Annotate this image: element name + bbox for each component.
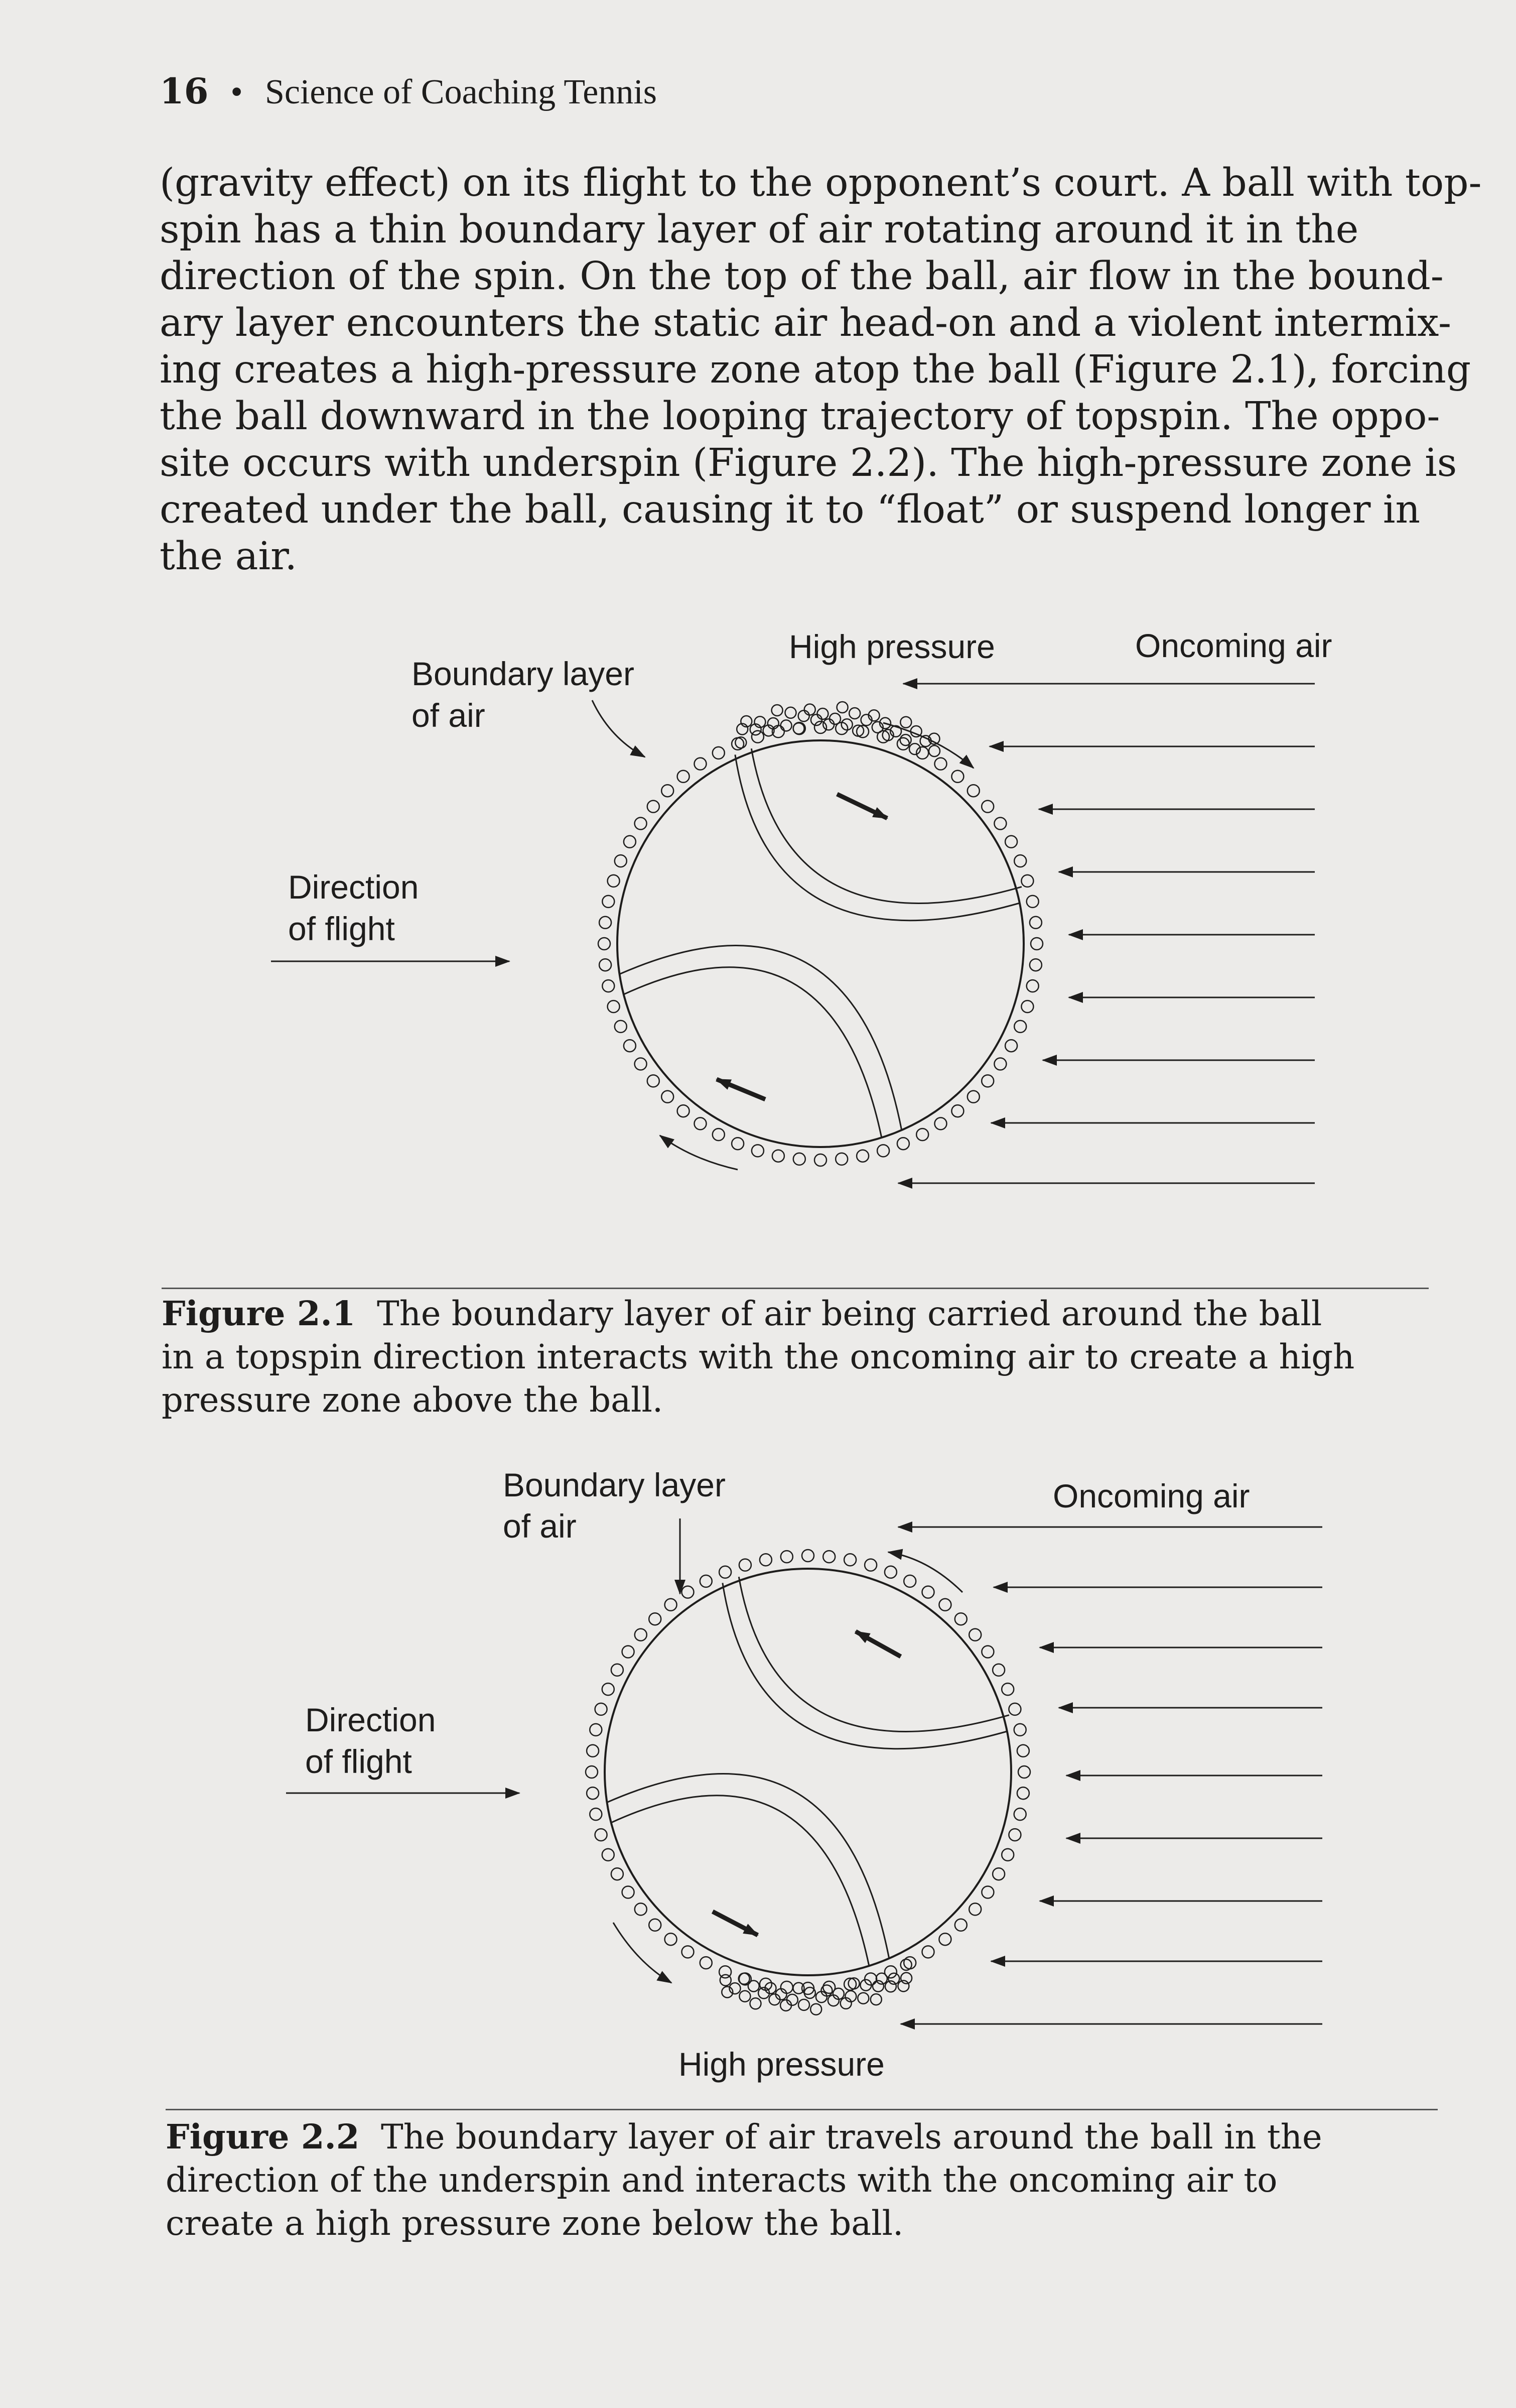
air-bubble [739,1559,751,1571]
air-bubble [897,1137,909,1150]
paragraph-line: the air. [160,534,297,579]
air-bubble [844,1554,856,1566]
air-bubble [939,1599,951,1611]
air-bubble [904,1957,916,1969]
air-bubble [602,896,614,908]
air-bubble [982,1646,994,1658]
air-bubble [635,1903,647,1915]
air-bubble [677,771,690,783]
air-bubble [955,1613,967,1625]
air-bubble [793,723,804,734]
air-bubble [720,1975,731,1986]
ball-seams [619,748,1022,1137]
air-bubble [885,1566,897,1578]
air-bubble [1002,1683,1014,1695]
fig1-direction-label-2: of flight [288,910,395,947]
air-bubble [739,1973,750,1984]
fig2-oncoming-air-label: Oncoming air [1053,1477,1250,1514]
air-bubble [865,1559,877,1571]
air-bubble [700,1957,712,1969]
air-bubble [661,785,673,797]
air-bubble [1021,1000,1033,1012]
air-bubble [752,1145,764,1157]
air-bubble [772,1150,784,1162]
oncoming-air-arrows [898,1527,1322,2024]
air-bubble [622,1886,634,1898]
air-bubble [982,1886,994,1898]
air-bubble [939,1933,951,1945]
seam-line [735,754,1020,920]
air-bubble [635,1058,647,1070]
spin-arrow [717,1079,765,1099]
air-bubble [1014,1808,1026,1820]
air-bubble [798,710,809,721]
air-bubble [968,1091,980,1103]
air-bubble [904,1575,916,1587]
book-title: Science of Coaching Tennis [264,73,657,111]
air-bubble [1005,836,1017,848]
air-bubble [1030,917,1042,929]
fig1-high-pressure-label: High pressure [789,628,995,665]
air-bubble [994,818,1006,830]
page-number: 16 [160,70,209,112]
figure-1-rule [162,1288,1429,1289]
flow-arrow [660,1135,738,1170]
air-bubble [969,1629,981,1641]
ball-outline [617,740,1024,1147]
air-bubble [1031,938,1043,950]
air-bubble [823,1551,835,1563]
air-bubble [635,818,647,830]
air-bubble [595,1829,607,1841]
air-bubble [1030,959,1042,971]
paragraph-line: created under the ball, causing it to “float” or suspend longer in [160,487,1421,532]
air-bubble [1027,980,1039,992]
seam-line [739,1577,1009,1731]
air-bubble [649,1613,661,1625]
boundary-layer-air [598,721,1043,1166]
air-bubble [935,758,947,770]
air-bubble [830,713,841,724]
air-bubble [760,1554,772,1566]
air-bubble [700,1575,712,1587]
air-bubble [781,720,792,731]
air-bubble [695,1117,707,1129]
air-bubble [955,1919,967,1931]
air-bubble [719,1566,731,1578]
air-bubble [615,855,627,867]
caption-line: in a topspin direction interacts with the oncoming air to create a high [162,1337,1355,1376]
figure-2-2-diagram [286,1518,1322,2024]
air-bubble [713,1128,725,1140]
air-bubble [1009,1829,1021,1841]
air-bubble [1014,1724,1026,1736]
air-bubble [622,1646,634,1658]
air-bubble [748,1981,759,1992]
air-bubble [1014,855,1026,867]
air-bubble [900,717,911,728]
air-bubble [1027,896,1039,908]
paragraph-line: ing creates a high-pressure zone atop the ball (Figure 2.1), forcing [160,347,1471,392]
caption-line: pressure zone above the ball. [162,1380,663,1420]
air-bubble [817,708,828,719]
caption-line: direction of the underspin and interacts with the oncoming air to [166,2161,1278,2200]
ball-outline [605,1569,1011,1975]
air-bubble [661,1091,673,1103]
air-bubble [739,1991,750,2002]
air-bubble [615,1021,627,1033]
air-bubble [993,1664,1005,1676]
air-bubble [599,917,611,929]
air-bubble [586,1766,598,1778]
fig1-oncoming-air-label: Oncoming air [1135,627,1332,664]
header-separator: • [230,73,243,111]
air-bubble [1014,1021,1026,1033]
air-bubble [611,1868,623,1880]
fig2-high-pressure-label: High pressure [678,2046,885,2083]
high-pressure-cluster [720,1959,912,2015]
air-bubble [624,836,636,848]
air-bubble [590,1808,602,1820]
air-bubble [982,1075,994,1087]
air-bubble [785,707,796,718]
air-bubble [682,1946,694,1958]
paragraph-line: site occurs with underspin (Figure 2.2). The high-pressure zone is [160,441,1457,485]
air-bubble [1018,1766,1030,1778]
fig2-direction-label-2: of flight [305,1743,412,1780]
boundary-pointer [592,700,645,757]
air-bubble [750,1998,761,2009]
caption-label: Figure 2.1 [162,1294,356,1333]
figure-2-rule [166,2109,1438,2110]
air-bubble [968,785,980,797]
air-bubble [649,1919,661,1931]
air-bubble [732,1137,744,1150]
air-bubble [781,1551,793,1563]
air-bubble [804,704,815,715]
air-bubble [823,719,834,730]
air-bubble [598,938,610,950]
fig2-boundary-label: Boundary layer [503,1466,726,1503]
air-bubble [713,747,725,759]
air-bubble [695,758,707,770]
paragraph-line: (gravity effect) on its flight to the opponent’s court. A ball with top- [160,161,1482,205]
air-bubble [814,1154,826,1166]
air-bubble [858,1993,869,2004]
air-bubble [951,771,963,783]
air-bubble [635,1629,647,1641]
air-bubble [1017,1745,1029,1757]
figure-2-caption [166,2115,1435,2245]
air-bubble [836,1153,848,1165]
air-bubble [599,959,611,971]
air-bubble [608,875,620,887]
caption-label: Figure 2.2 [166,2117,360,2157]
air-bubble [951,1105,963,1117]
air-bubble [587,1787,599,1799]
air-bubble [1002,1849,1014,1861]
fig1-direction-label: Direction [288,868,419,906]
seam-line [619,946,902,1131]
air-bubble [802,1550,814,1562]
spin-arrow [837,794,887,818]
air-bubble [922,1946,934,1958]
air-bubble [982,801,994,813]
figure-2-1-diagram [271,684,1315,1183]
air-bubble [798,1999,809,2010]
air-bubble [916,1128,928,1140]
paragraph-line: direction of the spin. On the top of the ball, air flow in the bound- [160,254,1444,299]
air-bubble [837,702,848,713]
air-bubble [994,1058,1006,1070]
air-bubble [969,1903,981,1915]
air-bubble [793,1153,805,1165]
seam-line [751,748,1022,903]
caption-line: Figure 2.2 The boundary layer of air travels around the ball in the [166,2117,1322,2157]
air-bubble [752,731,764,743]
air-bubble [1017,1787,1029,1799]
air-bubble [590,1724,602,1736]
air-bubble [665,1933,677,1945]
air-bubble [901,1959,912,1970]
air-bubble [1021,875,1033,887]
air-bubble [877,1145,889,1157]
air-bubble [935,1117,947,1129]
paragraph-line: ary layer encounters the static air head-on and a violent intermix- [160,301,1452,345]
air-bubble [781,1981,793,1993]
air-bubble [849,708,860,719]
air-bubble [608,1000,620,1012]
air-bubble [929,745,940,756]
air-bubble [647,1075,659,1087]
paragraph-line: the ball downward in the looping trajectory of topspin. The oppo- [160,394,1440,439]
air-bubble [602,1683,614,1695]
air-bubble [1005,1040,1017,1052]
fig2-direction-label: Direction [305,1701,436,1738]
air-bubble [900,734,911,745]
flow-arrow [613,1923,671,1983]
air-bubble [682,1586,694,1598]
air-bubble [993,1868,1005,1880]
fig2-boundary-label-2: of air [503,1507,577,1545]
air-bubble [677,1105,690,1117]
spin-arrow [713,1912,758,1935]
air-bubble [857,1150,869,1162]
air-bubble [1009,1703,1021,1715]
air-bubble [871,1994,882,2005]
ball-seams [607,1577,1009,1965]
air-bubble [587,1745,599,1757]
air-bubble [810,2004,821,2015]
air-bubble [772,705,783,716]
air-bubble [922,1586,934,1598]
paragraph-line: spin has a thin boundary layer of air rotating around it in the [160,207,1359,252]
caption-line: create a high pressure zone below the ball. [166,2204,904,2243]
air-bubble [602,1849,614,1861]
air-bubble [595,1703,607,1715]
spin-arrow [856,1631,901,1657]
air-bubble [611,1664,623,1676]
figure-1-caption [162,1292,1431,1422]
fig1-boundary-label: Boundary layer [411,655,634,692]
caption-line: Figure 2.1 The boundary layer of air being carried around the ball [162,1294,1322,1333]
air-bubble [897,738,909,750]
air-bubble [665,1599,677,1611]
air-bubble [804,1987,815,1998]
air-bubble [647,801,659,813]
seam-line [723,1583,1007,1748]
air-bubble [624,1040,636,1052]
boundary-layer-air [586,1550,1030,1994]
air-bubble [602,980,614,992]
fig1-boundary-label-2: of air [411,697,485,734]
